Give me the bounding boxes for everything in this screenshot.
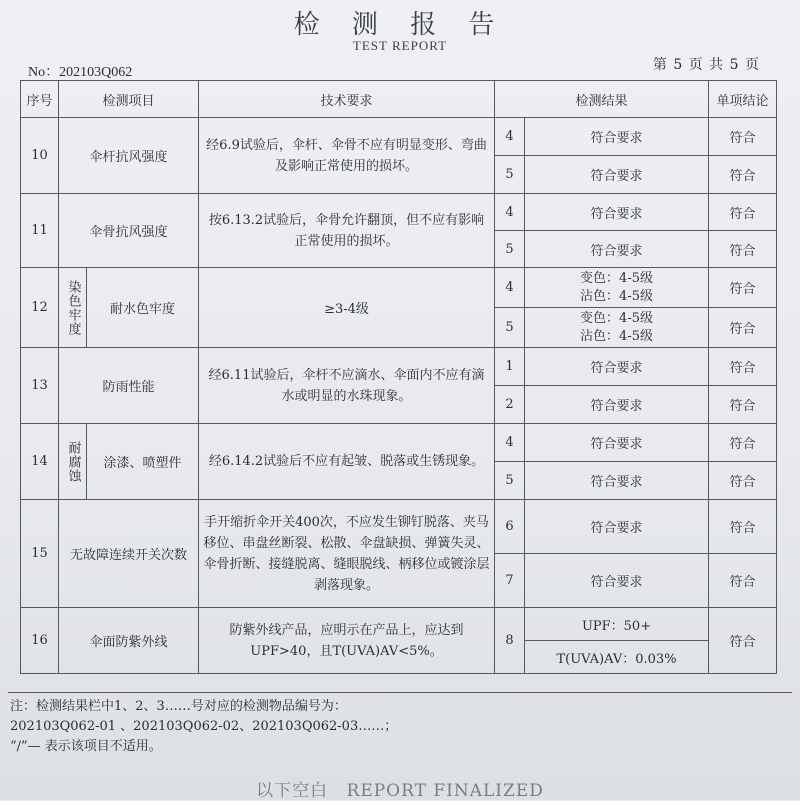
row-result: 符合要求	[525, 554, 709, 608]
table-row	[21, 268, 777, 308]
report-finalized-text: REPORT FINALIZED	[346, 781, 544, 801]
result-staining: 沾色：4-5级	[580, 288, 653, 304]
row-result: 符合要求	[525, 500, 709, 554]
row-sample: 4	[495, 118, 525, 156]
row-item: 伞面防紫外线	[59, 608, 199, 674]
col-header-no: 序号	[21, 81, 59, 118]
table-row	[21, 424, 777, 462]
page-info: 第 5 页 共 5 页	[652, 57, 760, 73]
row-no: 12	[21, 268, 59, 348]
test-results-table	[20, 80, 777, 674]
row-sample: 5	[495, 462, 525, 500]
row-item: 伞杆抗风强度	[59, 118, 199, 194]
table-row	[21, 608, 777, 641]
result-color-change: 变色：4-5级	[580, 270, 653, 286]
row-conclusion: 符合	[709, 231, 777, 268]
row-result-upf: UPF：50+	[525, 608, 709, 641]
row-sample: 8	[495, 608, 525, 674]
note-line: “/”— 表示该项目不适用。	[10, 739, 162, 754]
result-staining: 沾色：4-5级	[580, 328, 653, 344]
row-result: 符合要求	[525, 231, 709, 268]
col-header-requirement: 技术要求	[199, 81, 495, 118]
row-no: 11	[21, 194, 59, 268]
row-conclusion: 符合	[709, 500, 777, 554]
row-conclusion: 符合	[709, 386, 777, 424]
row-result-uva: T(UVA)AV：0.03%	[525, 641, 709, 674]
table-row	[21, 118, 777, 156]
row-no: 10	[21, 118, 59, 194]
report-footer	[0, 776, 800, 801]
row-conclusion: 符合	[709, 194, 777, 231]
col-header-conclusion: 单项结论	[709, 81, 777, 118]
col-header-result: 检测结果	[495, 81, 709, 118]
row-conclusion: 符合	[709, 348, 777, 386]
note-line: 202103Q062-01 、202103Q062-02、202103Q062-03……；	[10, 719, 398, 734]
row-requirement: 防紫外线产品，应明示在产品上，应达到UPF>40，且T(UVA)AV<5%。	[199, 608, 495, 674]
row-sample: 4	[495, 424, 525, 462]
page-title: 检 测 报 告	[293, 10, 507, 40]
row-conclusion: 符合	[709, 554, 777, 608]
row-sample: 5	[495, 308, 525, 348]
row-no: 16	[21, 608, 59, 674]
row-category: 耐腐蚀	[59, 424, 87, 500]
row-result	[525, 308, 709, 348]
table-row	[21, 348, 777, 386]
row-conclusion: 符合	[709, 608, 777, 674]
row-requirement: ≥3-4级	[199, 268, 495, 348]
row-result: 符合要求	[525, 118, 709, 156]
row-conclusion: 符合	[709, 156, 777, 194]
row-no: 15	[21, 500, 59, 608]
row-result: 符合要求	[525, 156, 709, 194]
result-color-change: 变色：4-5级	[580, 310, 653, 326]
blank-below-text: 以下空白	[256, 781, 329, 801]
row-item: 耐水色牢度	[87, 268, 199, 348]
page-subtitle: TEST REPORT	[352, 38, 448, 53]
row-conclusion: 符合	[709, 118, 777, 156]
row-sample: 2	[495, 386, 525, 424]
row-result: 符合要求	[525, 386, 709, 424]
notes-section	[8, 692, 792, 757]
table-header-row	[21, 81, 777, 118]
row-item: 伞骨抗风强度	[59, 194, 199, 268]
table-row	[21, 194, 777, 231]
row-sample: 5	[495, 231, 525, 268]
row-item: 涂漆、喷塑件	[87, 424, 199, 500]
table-row	[21, 500, 777, 554]
row-result: 符合要求	[525, 348, 709, 386]
row-sample: 4	[495, 268, 525, 308]
row-conclusion: 符合	[709, 462, 777, 500]
row-result: 符合要求	[525, 424, 709, 462]
row-result	[525, 268, 709, 308]
report-number: No：202103Q062	[28, 65, 133, 80]
row-requirement: 按6.13.2试验后，伞骨允许翻顶，但不应有影响正常使用的损坏。	[199, 194, 495, 268]
row-requirement: 经6.11试验后，伞杆不应滴水、伞面内不应有滴水或明显的水珠现象。	[199, 348, 495, 424]
row-conclusion: 符合	[709, 424, 777, 462]
row-category: 染色牢度	[59, 268, 87, 348]
row-conclusion: 符合	[709, 268, 777, 308]
row-no: 14	[21, 424, 59, 500]
row-item: 无故障连续开关次数	[59, 500, 199, 608]
row-conclusion: 符合	[709, 308, 777, 348]
row-sample: 4	[495, 194, 525, 231]
row-sample: 5	[495, 156, 525, 194]
row-result: 符合要求	[525, 194, 709, 231]
row-item: 防雨性能	[59, 348, 199, 424]
note-line: 注：检测结果栏中1、2、3……号对应的检测物品编号为：	[10, 699, 347, 714]
row-result: 符合要求	[525, 462, 709, 500]
row-requirement: 经6.9试验后，伞杆、伞骨不应有明显变形、弯曲及影响正常使用的损坏。	[199, 118, 495, 194]
col-header-item: 检测项目	[59, 81, 199, 118]
row-requirement: 经6.14.2试验后不应有起皱、脱落或生锈现象。	[199, 424, 495, 500]
row-sample: 7	[495, 554, 525, 608]
row-requirement: 手开缩折伞开关400次，不应发生铆钉脱落、夹马移位、串盘丝断裂、松散、伞盘缺损、弹簧失灵、伞骨折断、接缝脱离、缝眼脱线、柄移位或镀涂层剥落现象。	[199, 500, 495, 608]
row-no: 13	[21, 348, 59, 424]
row-sample: 1	[495, 348, 525, 386]
row-sample: 6	[495, 500, 525, 554]
